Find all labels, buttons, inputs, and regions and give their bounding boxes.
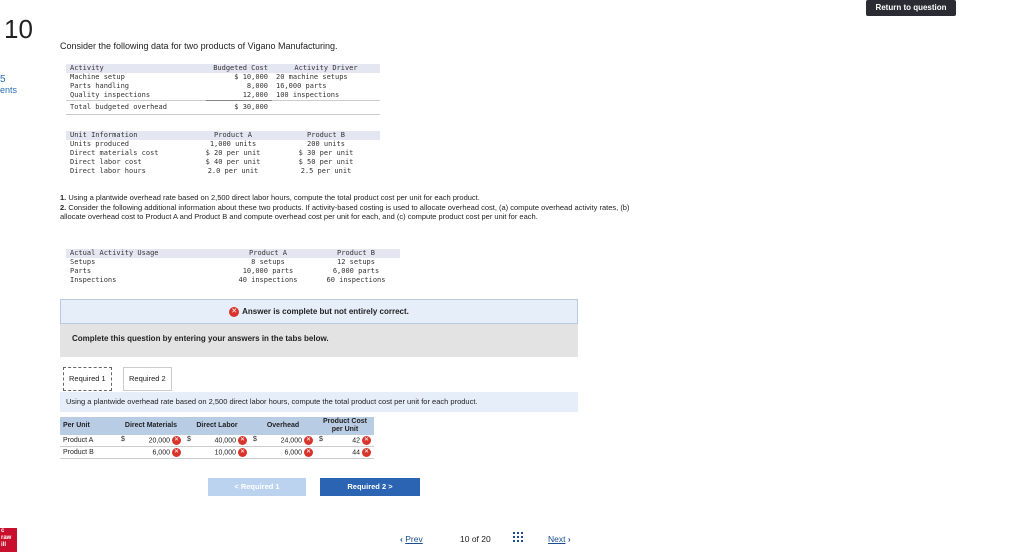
unit-row xyxy=(66,149,380,158)
cell: Quality inspections xyxy=(70,91,151,99)
intro-text: Consider the following data for two products of Vigano Manufacturing. xyxy=(60,41,338,51)
page-count: 10 of 20 xyxy=(460,534,491,544)
cell: 2.5 per unit xyxy=(300,167,352,175)
error-icon: ✕ xyxy=(239,437,246,443)
prev-link[interactable] xyxy=(400,534,423,544)
unit-row xyxy=(66,158,380,167)
cell: 2.0 per unit xyxy=(207,167,259,175)
instruction-1-num: 1. xyxy=(60,193,67,202)
usage-row xyxy=(66,267,400,276)
answer-header-dl: Direct Labor xyxy=(184,417,250,435)
cell: 200 units xyxy=(307,140,345,148)
dl-input[interactable]: 10,000 xyxy=(214,449,236,457)
error-icon: ✕ xyxy=(173,449,180,455)
unit-header-info: Unit Information xyxy=(66,131,194,140)
answer-header-per-unit: Per Unit xyxy=(60,417,118,435)
tab-required-1[interactable]: Required 1 xyxy=(63,367,112,391)
cell: 20 machine setups xyxy=(276,73,348,81)
alert-text: Answer is complete but not entirely correct. xyxy=(242,307,409,316)
answer-header-dm: Direct Materials xyxy=(118,417,184,435)
error-icon: ✕ xyxy=(239,449,246,455)
pc-cell xyxy=(316,447,374,459)
overhead-table xyxy=(66,64,380,115)
cell: $ 30 per unit xyxy=(298,149,354,157)
overhead-row-total xyxy=(66,101,380,115)
complete-prompt-box xyxy=(60,324,578,357)
currency-symbol: $ xyxy=(319,436,323,443)
cell: 40 inspections xyxy=(238,276,298,284)
requirement-prompt xyxy=(60,392,578,412)
answer-table xyxy=(60,417,374,459)
overhead-header-activity: Activity xyxy=(66,64,206,73)
usage-header-activity: Actual Activity Usage xyxy=(66,249,224,258)
required-1-nav-button[interactable]: < Required 1 xyxy=(208,478,306,496)
brand-logo: c raw ill xyxy=(0,528,17,552)
cell: $ 10,000 xyxy=(234,73,268,81)
error-icon: ✕ xyxy=(363,437,370,443)
cell: 16,000 parts xyxy=(276,82,327,90)
instruction-2-num: 2. xyxy=(60,202,67,212)
cell: 8,000 xyxy=(246,82,268,90)
row-label: Product B xyxy=(60,447,118,459)
required-2-nav-button[interactable]: Required 2 > xyxy=(320,478,420,496)
cell: Units produced xyxy=(70,140,130,148)
points-value: 5 xyxy=(0,74,6,85)
dm-input[interactable]: 20,000 xyxy=(148,437,170,445)
tab-required-2[interactable]: Required 2 xyxy=(123,367,172,391)
cell: 12 setups xyxy=(337,258,375,266)
prev-link-text[interactable]: Prev xyxy=(405,534,423,544)
usage-table xyxy=(66,249,400,285)
unit-header-a: Product A xyxy=(194,131,272,140)
cell xyxy=(272,101,380,115)
currency-symbol: $ xyxy=(253,436,257,443)
cell: Direct labor cost xyxy=(70,158,142,166)
currency-symbol: $ xyxy=(187,436,191,443)
answer-header-oh: Overhead xyxy=(250,417,316,435)
error-icon: ✕ xyxy=(229,307,239,317)
answer-status-alert xyxy=(60,299,578,324)
requirement-prompt-text: Using a plantwide overhead rate based on 2,500 direct labor hours, compute the total product cost per unit for each product. xyxy=(66,397,478,406)
usage-header-a: Product A xyxy=(224,249,312,258)
cell: 8 setups xyxy=(251,258,285,266)
points-indicator xyxy=(0,74,17,96)
table-row xyxy=(60,447,374,459)
table-row xyxy=(60,435,374,447)
oh-cell xyxy=(250,435,316,447)
instruction-1 xyxy=(60,193,630,203)
instruction-2-text: Consider the following additional information about these two products. If activity-based costing is used to allocate overhead cost, (a) compute overhead activity rates, (b) allocate overhead cost to Product A and Product B and compute overhead cost per unit for each, and (c) compute product cost per unit for each. xyxy=(60,202,630,221)
error-icon: ✕ xyxy=(305,437,312,443)
error-icon: ✕ xyxy=(363,449,370,455)
error-icon: ✕ xyxy=(173,437,180,443)
oh-input[interactable]: 6,000 xyxy=(284,449,302,457)
cell: Inspections xyxy=(70,276,117,284)
answer-header-pc: Product Cost per Unit xyxy=(316,417,374,435)
overhead-row xyxy=(66,91,380,101)
next-link[interactable] xyxy=(548,534,571,544)
unit-row xyxy=(66,167,380,176)
currency-symbol: $ xyxy=(121,436,125,443)
cell: Direct labor hours xyxy=(70,167,146,175)
overhead-row xyxy=(66,82,380,91)
pc-cell xyxy=(316,435,374,447)
instructions xyxy=(60,193,630,222)
cell: $ 20 per unit xyxy=(205,149,261,157)
dl-cell xyxy=(184,447,250,459)
cell: Direct materials cost xyxy=(70,149,159,157)
pc-input[interactable]: 42 xyxy=(352,437,360,445)
usage-row xyxy=(66,276,400,285)
grid-icon[interactable] xyxy=(513,532,523,542)
row-label: Product A xyxy=(60,435,118,447)
cell: Machine setup xyxy=(70,73,125,81)
cell: Total budgeted overhead xyxy=(70,103,167,111)
dl-input[interactable]: 40,000 xyxy=(214,437,236,445)
unit-header-b: Product B xyxy=(272,131,380,140)
error-icon: ✕ xyxy=(305,449,312,455)
cell: Parts xyxy=(70,267,92,275)
pc-input[interactable]: 44 xyxy=(352,449,360,457)
cell: $ 30,000 xyxy=(234,103,268,111)
usage-header-b: Product B xyxy=(312,249,400,258)
points-label: ents xyxy=(0,85,18,95)
cell: 100 inspections xyxy=(276,91,340,99)
cell: 12,000 xyxy=(206,91,272,101)
chevron-right-icon: › xyxy=(567,534,571,544)
instruction-1-text: Using a plantwide overhead rate based on 2,500 direct labor hours, compute the total product cost per unit for each product. xyxy=(66,193,480,202)
question-number: 10 xyxy=(4,14,33,44)
cell: 1,000 units xyxy=(209,140,257,148)
overhead-header-cost: Budgeted Cost xyxy=(206,64,272,73)
dm-cell xyxy=(118,435,184,447)
instruction-2 xyxy=(60,203,630,222)
dm-cell xyxy=(118,447,184,459)
overhead-header-driver: Activity Driver xyxy=(272,64,380,73)
unit-info-table xyxy=(66,131,380,176)
cell: Parts handling xyxy=(70,82,130,90)
dm-input[interactable]: 6,000 xyxy=(152,449,170,457)
cell: 60 inspections xyxy=(326,276,386,284)
complete-prompt-text: Complete this question by entering your answers in the tabs below. xyxy=(72,334,329,343)
cell: 6,000 parts xyxy=(332,267,380,275)
oh-cell xyxy=(250,447,316,459)
oh-input[interactable]: 24,000 xyxy=(280,437,302,445)
usage-row xyxy=(66,258,400,267)
overhead-row xyxy=(66,73,380,82)
return-to-question-button[interactable]: Return to question xyxy=(866,0,956,16)
next-link-text[interactable]: Next xyxy=(548,534,566,544)
dl-cell xyxy=(184,435,250,447)
cell: Setups xyxy=(70,258,96,266)
unit-row xyxy=(66,140,380,149)
cell: $ 50 per unit xyxy=(298,158,354,166)
cell: 10,000 parts xyxy=(242,267,294,275)
cell: $ 40 per unit xyxy=(205,158,261,166)
chevron-left-icon: ‹ xyxy=(400,534,403,544)
